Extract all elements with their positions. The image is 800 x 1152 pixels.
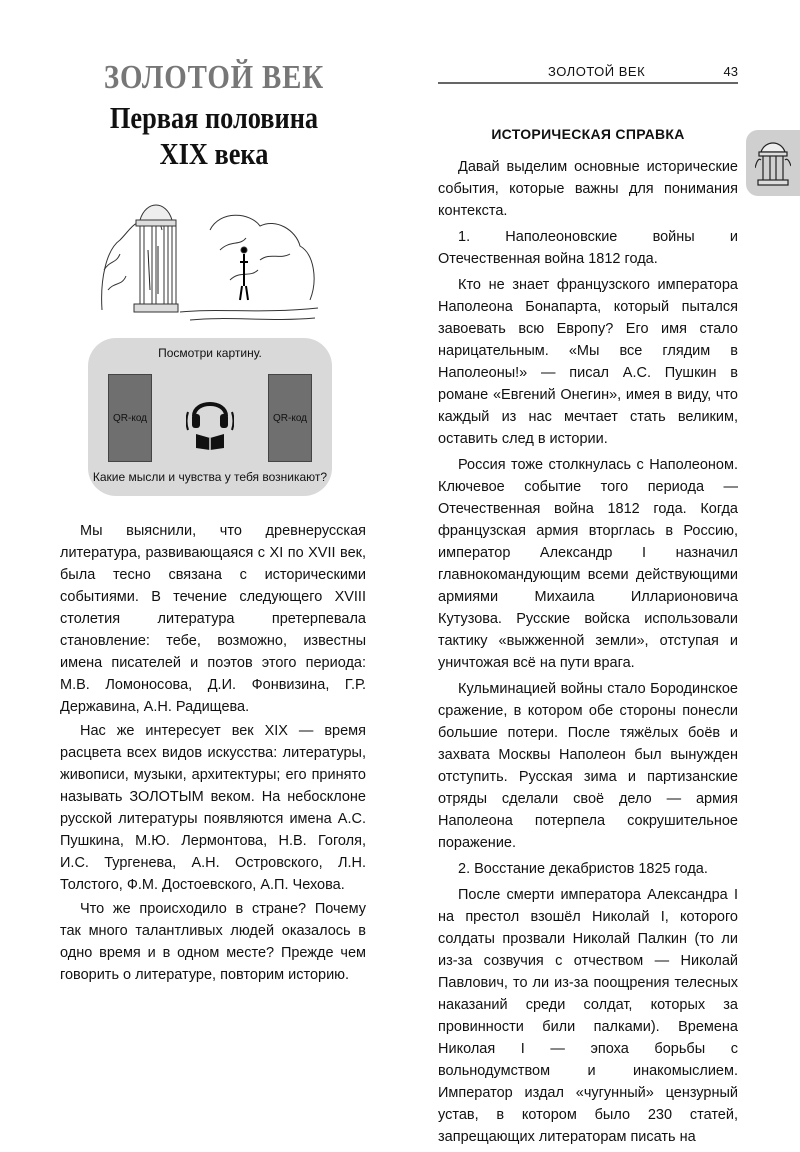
qr-prompt-top: Посмотри картину. <box>158 346 262 360</box>
rotunda-tab-icon <box>755 138 791 188</box>
qr-code-right[interactable] <box>268 374 312 462</box>
right-paragraph: После смерти императора Александра I на престол взошёл Николай I, которого солдаты прозвали Николай Палкин (то ли из-за созвучия с отчеством — Николай Павлович, то ли из-за поощрения телесных наказаний среди солдат, которых за провинности били палками). Времена Николая I — эпоха борьбы с вольнодумством и инакомыслием. Император издал «чугунный» цензурный устав, в котором было 230 статей, запрещающих литераторам писать на <box>438 887 738 1145</box>
left-body-text <box>60 520 366 988</box>
right-paragraph: 1. Наполеоновские войны и Отечественная война 1812 года. <box>438 229 738 267</box>
right-paragraph: 2. Восстание декабристов 1825 года. <box>458 861 708 877</box>
park-rotunda-illustration <box>100 190 320 330</box>
right-paragraph: Кто не знает французского императора Наполеона Бонапарта, который пытался завоевать всю Европу? Его имя стало нарицательным. «Мы все глядим в Наполеоны!» — писал А.С. Пушкин в романе «Евгений Онегин», имея в виду, что каждый из нас мечтает стать великим, оставить след в истории. <box>438 277 738 447</box>
chapter-title-line2: XIX века <box>159 136 269 171</box>
left-paragraph: Что же происходило в стране? Почему так много талантливых людей оказалось в одно время и в одном месте? Прежде чем говорить о литературе, повторим историю. <box>60 901 366 983</box>
qr-prompt-bottom: Какие мысли и чувства у тебя возникают? <box>92 470 328 484</box>
qr-right-label: QR-код <box>273 412 307 424</box>
right-paragraph: Россия тоже столкнулась с Наполеоном. Ключевое событие того периода — Отечественная война 1812 года. Когда французская армия вторглась в Россию, император Александр I назначил главнокомандующим всеми действующими армиями Михаила Илларионовича Кутузова. Русские войска использовали тактику «выжженной земли», отступая и уничтожая всё на пути врага. <box>438 457 738 671</box>
running-header <box>438 60 738 84</box>
right-body-text <box>438 126 738 1152</box>
right-paragraph: Давай выделим основные исторические события, которые важны для понимания контекста. <box>438 159 738 219</box>
headphones-book-icon <box>186 388 234 450</box>
qr-left-label: QR-код <box>113 412 147 424</box>
chapter-side-tab <box>746 130 800 196</box>
left-page-heading <box>60 60 368 172</box>
running-header-title: ЗОЛОТОЙ ВЕК <box>548 64 646 79</box>
page-number: 43 <box>723 64 738 79</box>
left-paragraph: Нас же интересует век XIX — время расцвета всех видов искусства: литературы, живописи, музыки, архитектуры; его принято называть ЗОЛОТЫМ веком. На небосклоне русской литературы появляются имена А.С. Пушкина, М.Ю. Лермонтова, Н.В. Гоголя, И.С. Тургенева, А.Н. Островского, Л.Н. Толстого, Ф.М. Достоевского, А.П. Чехова. <box>60 723 366 893</box>
subheading: ИСТОРИЧЕСКАЯ СПРАВКА <box>491 126 685 142</box>
qr-panel <box>88 338 332 496</box>
left-paragraph: Мы выяснили, что древнерусская литература, развивающаяся с XI по XVII век, была тесно связана с историческими событиями. В течение следующего XVIII столетия литература претерпевала становление: тебе, возможно, известны имена писателей и поэтов этого периода: М.В. Ломоносова, Д.И. Фонвизина, Г.Р. Державина, А.Н. Радищева. <box>60 523 366 715</box>
right-paragraph: Кульминацией войны стало Бородинское сражение, в котором обе стороны понесли большие потери. После тяжёлых боёв и захвата Москвы Наполеон был вынужден отступить. Русская зима и партизанские отряды сделали своё дело — армия Наполеона потерпела сокрушительное поражение. <box>438 681 738 851</box>
qr-code-left[interactable] <box>108 374 152 462</box>
section-title: ЗОЛОТОЙ ВЕК <box>103 59 325 96</box>
chapter-title-line1: Первая половина <box>109 100 319 135</box>
